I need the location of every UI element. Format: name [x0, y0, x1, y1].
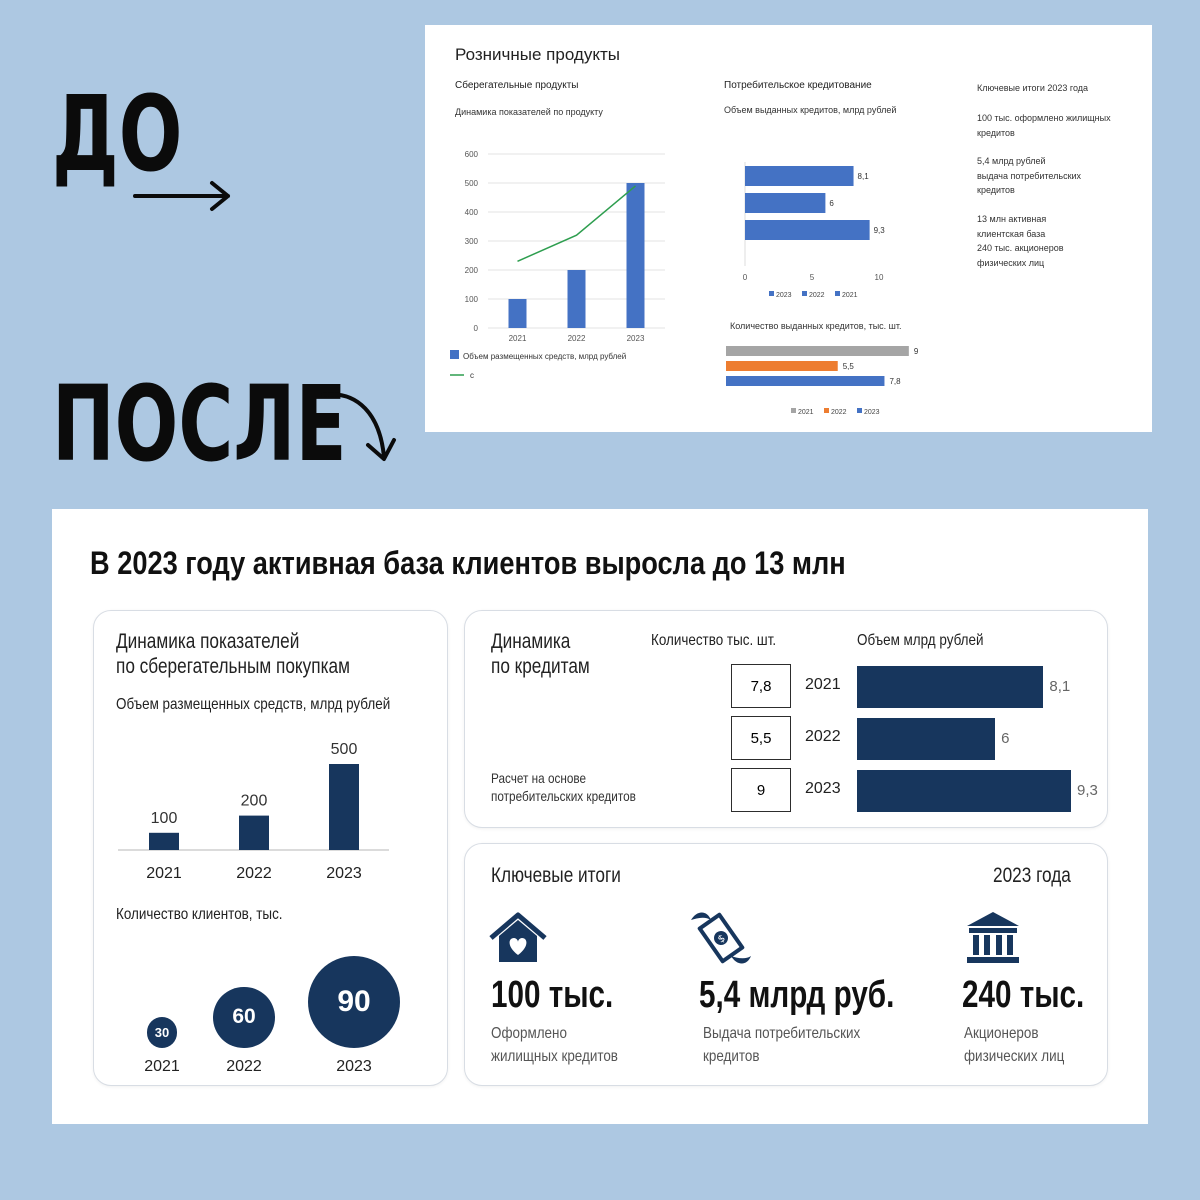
bar	[329, 764, 359, 850]
legend-swatch	[824, 408, 829, 413]
after-label: ПОСЛЕ	[52, 363, 347, 485]
key-result-desc	[491, 1022, 642, 1068]
key-results-panel	[464, 843, 1108, 1086]
y-tick-label: 600	[464, 150, 478, 159]
arrow-curved-icon	[318, 385, 403, 470]
savings-bars-title	[116, 696, 442, 714]
credits-panel	[464, 610, 1108, 828]
x-tick-label: 2023	[626, 334, 645, 343]
data-label: 6	[829, 199, 834, 208]
key-result-value-text: 5,4 млрд руб.	[699, 974, 895, 1016]
data-label: 5,5	[842, 362, 854, 371]
svg-text:$: $	[716, 932, 728, 946]
y-tick-label: 300	[464, 237, 478, 246]
before-count-title: Количество выданных кредитов, тыс. шт.	[730, 321, 902, 331]
data-label: 8,1	[1049, 678, 1071, 695]
legend-label: 2021	[798, 409, 814, 416]
count-box: 5,5	[731, 716, 791, 760]
y-tick-label: 200	[464, 266, 478, 275]
bar	[726, 376, 884, 386]
before-results-line: 240 тыс. акционеров	[977, 243, 1064, 254]
volume-bar	[857, 718, 995, 760]
legend-label: 2022	[831, 409, 847, 416]
key-result-desc-line2: кредитов	[703, 1048, 760, 1065]
x-tick-label: 2021	[508, 334, 527, 343]
x-tick-label: 2022	[567, 334, 586, 343]
bar	[745, 220, 870, 240]
key-result-desc	[703, 1022, 890, 1068]
series-line	[518, 186, 636, 261]
year-label: 2023	[805, 780, 841, 797]
data-label: 200	[240, 792, 268, 810]
key-results-year-text: 2023 года	[993, 864, 1071, 887]
data-label: 9,3	[1077, 782, 1098, 799]
clients-chart	[94, 911, 449, 1086]
legend-label: 2022	[809, 292, 825, 299]
key-result-desc-line1: Выдача потребительских	[703, 1025, 861, 1042]
arrow-right-icon	[130, 175, 235, 215]
x-tick-label: 2022	[236, 865, 272, 882]
savings-title-line2: по сберегательным покупкам	[116, 655, 350, 678]
legend-label: с	[470, 371, 474, 380]
before-results-line: выдача потребительских	[977, 170, 1082, 181]
clients-title-text: Количество клиентов, тыс.	[116, 906, 283, 923]
legend-swatch	[835, 291, 840, 296]
client-bubble: 90	[308, 956, 400, 1048]
before-credit-heading: Потребительское кредитование	[724, 80, 872, 91]
legend-swatch	[791, 408, 796, 413]
y-tick-label: 100	[464, 295, 478, 304]
data-label: 8,1	[857, 172, 869, 181]
before-label: ДО	[52, 73, 183, 195]
new-savings-chart	[114, 731, 394, 891]
y-tick-label: 500	[464, 179, 478, 188]
legend-label: 2021	[842, 292, 858, 299]
data-label: 7,8	[889, 377, 901, 386]
client-bubble: 60	[213, 987, 274, 1048]
x-tick-label: 2021	[144, 1058, 180, 1075]
bar	[726, 346, 909, 356]
savings-bars-title-text: Объем размещенных средств, млрд рублей	[116, 696, 391, 713]
before-savings-subheading: Динамика показателей по продукту	[455, 107, 603, 117]
data-label: 9	[913, 347, 919, 356]
bar	[568, 270, 586, 328]
legend-swatch	[450, 350, 459, 359]
legend-label: 2023	[776, 292, 792, 299]
before-results-title: Ключевые итоги 2023 года	[977, 83, 1089, 93]
old-savings-chart	[450, 140, 680, 390]
before-slide	[425, 25, 1152, 432]
credits-title-line1: Динамика	[491, 630, 571, 653]
data-label: 9,3	[873, 226, 885, 235]
before-results-line: 100 тыс. оформлено жилищных	[977, 113, 1111, 123]
key-result-desc-line2: жилищных кредитов	[491, 1048, 618, 1065]
bank-building-icon	[965, 910, 1021, 964]
legend-label: Объем размещенных средств, млрд рублей	[463, 352, 627, 361]
before-results-line: физических лиц	[977, 257, 1045, 268]
x-tick-label: 0	[742, 273, 748, 282]
savings-title-line1: Динамика показателей	[116, 630, 300, 653]
volume-bar	[857, 770, 1071, 812]
old-count-chart	[723, 337, 953, 422]
data-label: 500	[330, 741, 358, 758]
bar	[149, 833, 179, 850]
key-results-year	[993, 864, 1088, 888]
key-result-desc-line2: физических лиц	[964, 1048, 1065, 1065]
x-tick-label: 2023	[336, 1058, 372, 1075]
y-tick-label: 400	[464, 208, 478, 217]
before-volume-title: Объем выданных кредитов, млрд рублей	[724, 105, 897, 115]
savings-panel	[93, 610, 448, 1086]
bar	[509, 299, 527, 328]
key-results-title-text: Ключевые итоги	[491, 864, 621, 887]
savings-title	[116, 629, 401, 679]
x-tick-label: 2021	[146, 865, 182, 882]
key-result-value	[491, 974, 648, 1017]
key-result-value-text: 240 тыс.	[962, 974, 1085, 1016]
key-result-value	[962, 974, 1119, 1017]
before-results-line: клиентская база	[977, 228, 1046, 239]
after-headline-text: В 2023 году активная база клиентов выросла до 13 млн	[90, 545, 846, 581]
key-result-desc-line1: Акционеров	[964, 1025, 1039, 1042]
bar	[745, 193, 825, 213]
key-results-title	[491, 864, 649, 888]
legend-swatch	[802, 291, 807, 296]
data-label: 6	[1001, 730, 1010, 747]
credits-title-line2: по кредитам	[491, 655, 590, 678]
key-result-desc	[964, 1022, 1083, 1068]
volume-bar	[857, 666, 1043, 708]
before-results-line: 5,4 млрд рублей	[977, 156, 1046, 167]
bar	[726, 361, 838, 371]
key-result-desc-line1: Оформлено	[491, 1025, 567, 1042]
legend-label: 2023	[864, 409, 880, 416]
credits-volume-header-text: Объем млрд рублей	[857, 632, 984, 649]
bar	[745, 166, 854, 186]
x-tick-label: 2022	[226, 1058, 262, 1075]
credits-count-header-text: Количество тыс. шт.	[651, 632, 777, 649]
year-label: 2022	[805, 728, 841, 745]
legend-swatch	[857, 408, 862, 413]
x-tick-label: 2023	[326, 865, 362, 882]
after-slide	[52, 509, 1148, 1124]
client-bubble: 30	[147, 1017, 178, 1048]
data-label: 100	[150, 809, 178, 827]
year-label: 2021	[805, 676, 841, 693]
bar	[627, 183, 645, 328]
key-result-value-text: 100 тыс.	[491, 974, 614, 1016]
before-results-list	[977, 111, 1111, 270]
bar	[239, 816, 269, 850]
x-tick-label: 10	[874, 273, 884, 282]
credits-note-line2: потребительских кредитов	[491, 788, 636, 804]
credits-table	[465, 611, 1109, 829]
before-savings-heading: Сберегательные продукты	[455, 80, 579, 91]
key-result-value	[699, 974, 949, 1017]
before-results-line: кредитов	[977, 185, 1015, 196]
count-box: 9	[731, 768, 791, 812]
before-title: Розничные продукты	[455, 45, 620, 64]
y-tick-label: 0	[473, 324, 478, 333]
after-headline	[90, 545, 979, 582]
count-box: 7,8	[731, 664, 791, 708]
old-volume-chart	[725, 140, 925, 310]
before-results-line: 13 млн активная	[977, 213, 1047, 224]
flying-money-icon	[687, 906, 755, 970]
legend-swatch	[769, 291, 774, 296]
credits-note-line1: Расчет на основе	[491, 770, 587, 786]
before-results-line: кредитов	[977, 127, 1015, 138]
house-heart-icon	[489, 912, 547, 964]
x-tick-label: 5	[809, 273, 815, 282]
